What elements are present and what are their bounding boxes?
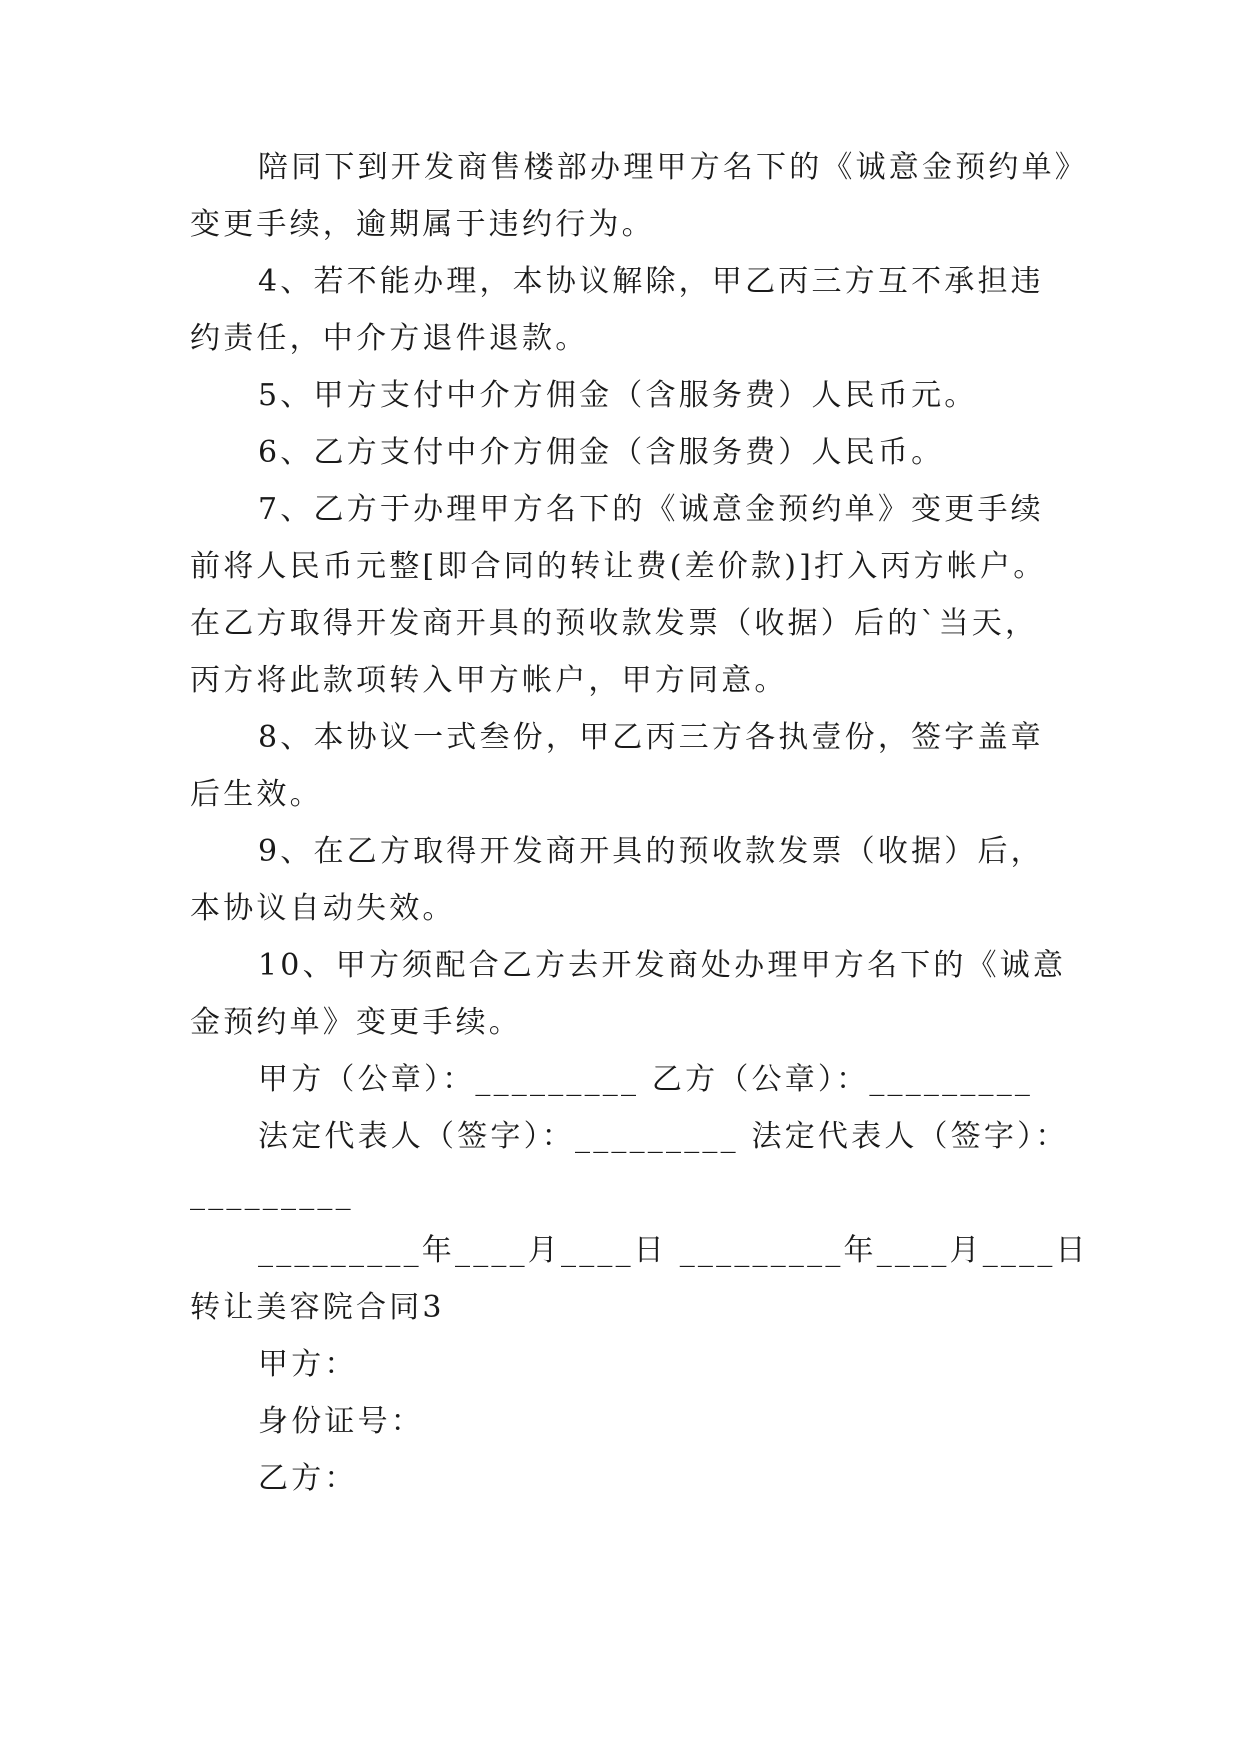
id-number-label: 身份证号： xyxy=(258,1404,424,1439)
paragraph-line: 丙方将此款项转入甲方帐户，甲方同意。 xyxy=(190,663,788,698)
date-line: _________年____月____日 _________年____月____日 xyxy=(258,1233,1089,1268)
section-title: 转让美容院合同3 xyxy=(190,1290,445,1325)
paragraph-line: 前将人民币元整[即合同的转让费(差价款)]打入丙方帐户。 xyxy=(190,549,1047,584)
party-b-label: 乙方： xyxy=(258,1461,358,1496)
paragraph-line: 陪同下到开发商售楼部办理甲方名下的《诚意金预约单》 xyxy=(258,150,1088,185)
paragraph-line: 本协议自动失效。 xyxy=(190,891,456,926)
clause-7: 7、乙方于办理甲方名下的《诚意金预约单》变更手续 xyxy=(258,492,1044,527)
signature-line: 法定代表人（签字）：_________ 法定代表人（签字）： xyxy=(258,1119,1069,1154)
clause-10: 10、甲方须配合乙方去开发商处办理甲方名下的《诚意 xyxy=(258,948,1067,983)
paragraph-line: 约责任，中介方退件退款。 xyxy=(190,321,589,356)
paragraph-line: 变更手续，逾期属于违约行为。 xyxy=(190,207,655,242)
signature-blank: _________ xyxy=(190,1176,354,1211)
clause-9: 9、在乙方取得开发商开具的预收款发票（收据）后， xyxy=(258,834,1044,869)
clause-4: 4、若不能办理，本协议解除，甲乙丙三方互不承担违 xyxy=(258,264,1044,299)
seal-line: 甲方（公章）：_________ 乙方（公章）：_________ xyxy=(258,1062,1034,1097)
clause-5: 5、甲方支付中介方佣金（含服务费）人民币元。 xyxy=(258,378,978,413)
clause-6: 6、乙方支付中介方佣金（含服务费）人民币。 xyxy=(258,435,945,470)
party-a-label: 甲方： xyxy=(258,1347,358,1382)
paragraph-line: 在乙方取得开发商开具的预收款发票（收据）后的`当天， xyxy=(190,606,1039,641)
clause-8: 8、本协议一式叁份，甲乙丙三方各执壹份，签字盖章 xyxy=(258,720,1044,755)
paragraph-line: 后生效。 xyxy=(190,777,323,812)
paragraph-line: 金预约单》变更手续。 xyxy=(190,1005,522,1040)
